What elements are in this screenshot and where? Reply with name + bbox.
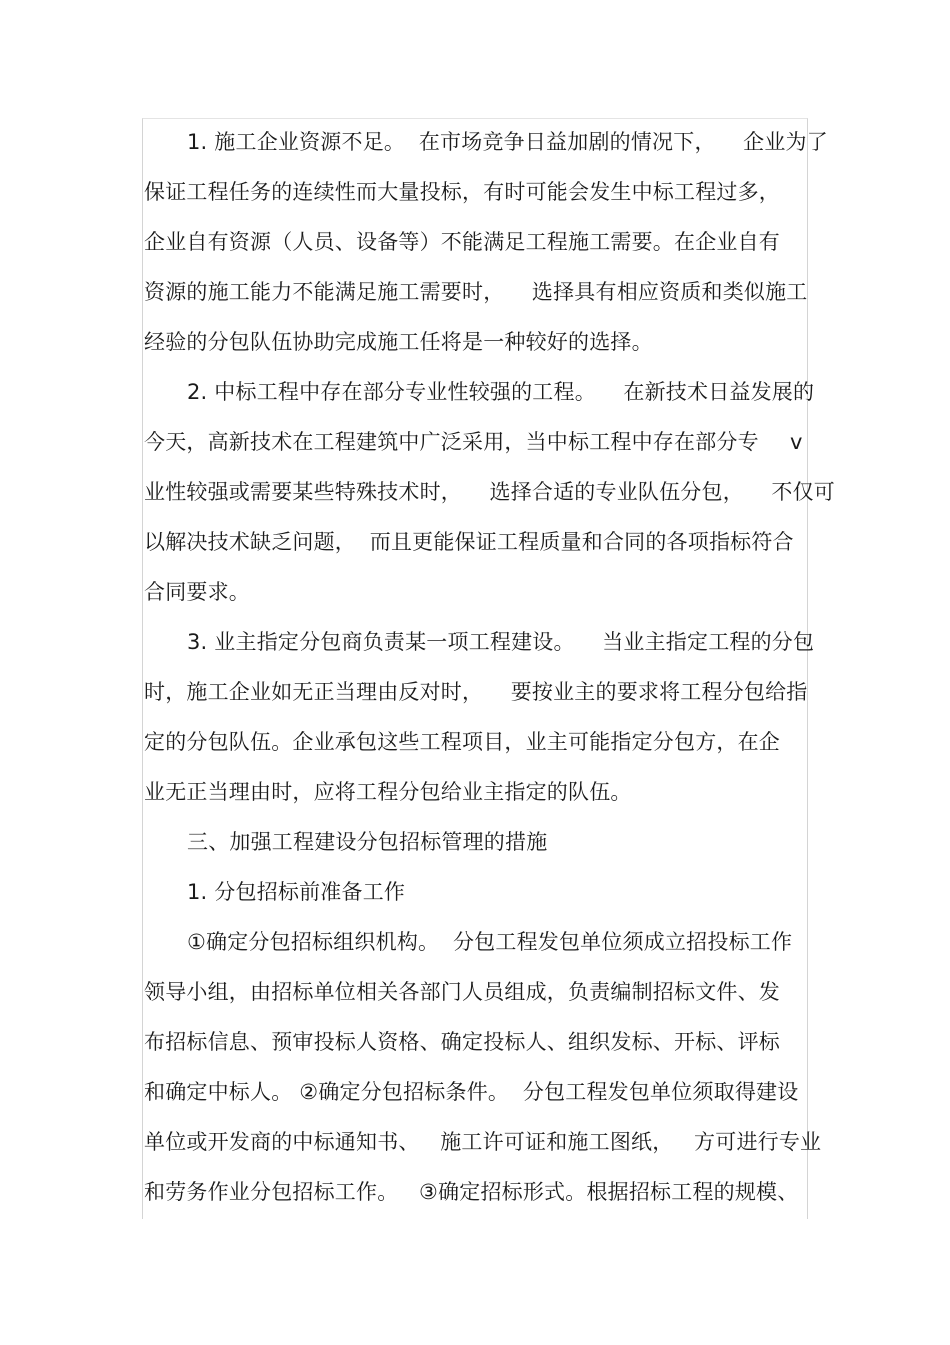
paragraph-line: 和劳务作业分包招标工作。 ③确定招标形式。根据招标工程的规模、 [144, 1180, 799, 1204]
stray-mark: v [790, 430, 803, 454]
subsection-heading: 1. 分包招标前准备工作 [187, 880, 406, 904]
paragraph-line: 1. 施工企业资源不足。 在市场竞争日益加剧的情况下， 企业为了 [187, 130, 828, 154]
paragraph-line: 3. 业主指定分包商负责某一项工程建设。 当业主指定工程的分包 [187, 630, 815, 654]
paragraph-line: 时，施工企业如无正当理由反对时， 要按业主的要求将工程分包给指 [144, 680, 808, 704]
paragraph-line: 经验的分包队伍协助完成施工任将是一种较好的选择。 [144, 330, 653, 354]
paragraph-line: 企业自有资源（人员、设备等）不能满足工程施工需要。在企业自有 [144, 230, 780, 254]
paragraph-line: 和确定中标人。 ②确定分包招标条件。 分包工程发包单位须取得建设 [144, 1080, 799, 1104]
paragraph-line: 今天，高新技术在工程建筑中广泛采用，当中标工程中存在部分专 [144, 430, 759, 454]
paragraph-line: 领导小组，由招标单位相关各部门人员组成，负责编制招标文件、发 [144, 980, 780, 1004]
paragraph-line: 布招标信息、预审投标人资格、确定投标人、组织发标、开标、评标 [144, 1030, 780, 1054]
paragraph-line: ①确定分包招标组织机构。 分包工程发包单位须成立招投标工作 [187, 930, 793, 954]
paragraph-line: 业无正当理由时，应将工程分包给业主指定的队伍。 [144, 780, 632, 804]
paragraph-line: 保证工程任务的连续性而大量投标，有时可能会发生中标工程过多， [144, 180, 780, 204]
paragraph-line: 合同要求。 [144, 580, 250, 604]
paragraph-line: 单位或开发商的中标通知书、 施工许可证和施工图纸， 方可进行专业 [144, 1130, 822, 1154]
paragraph-line: 以解决技术缺乏问题， 而且更能保证工程质量和合同的各项指标符合 [144, 530, 794, 554]
paragraph-line: 业性较强或需要某些特殊技术时， 选择合适的专业队伍分包， 不仅可 [144, 480, 835, 504]
paragraph-line: 定的分包队伍。企业承包这些工程项目，业主可能指定分包方，在企 [144, 730, 780, 754]
paragraph-line: 2. 中标工程中存在部分专业性较强的工程。 在新技术日益发展的 [187, 380, 815, 404]
paragraph-line: 资源的施工能力不能满足施工需要时， 选择具有相应资质和类似施工 [144, 280, 808, 304]
section-heading: 三、加强工程建设分包招标管理的措施 [187, 830, 548, 854]
